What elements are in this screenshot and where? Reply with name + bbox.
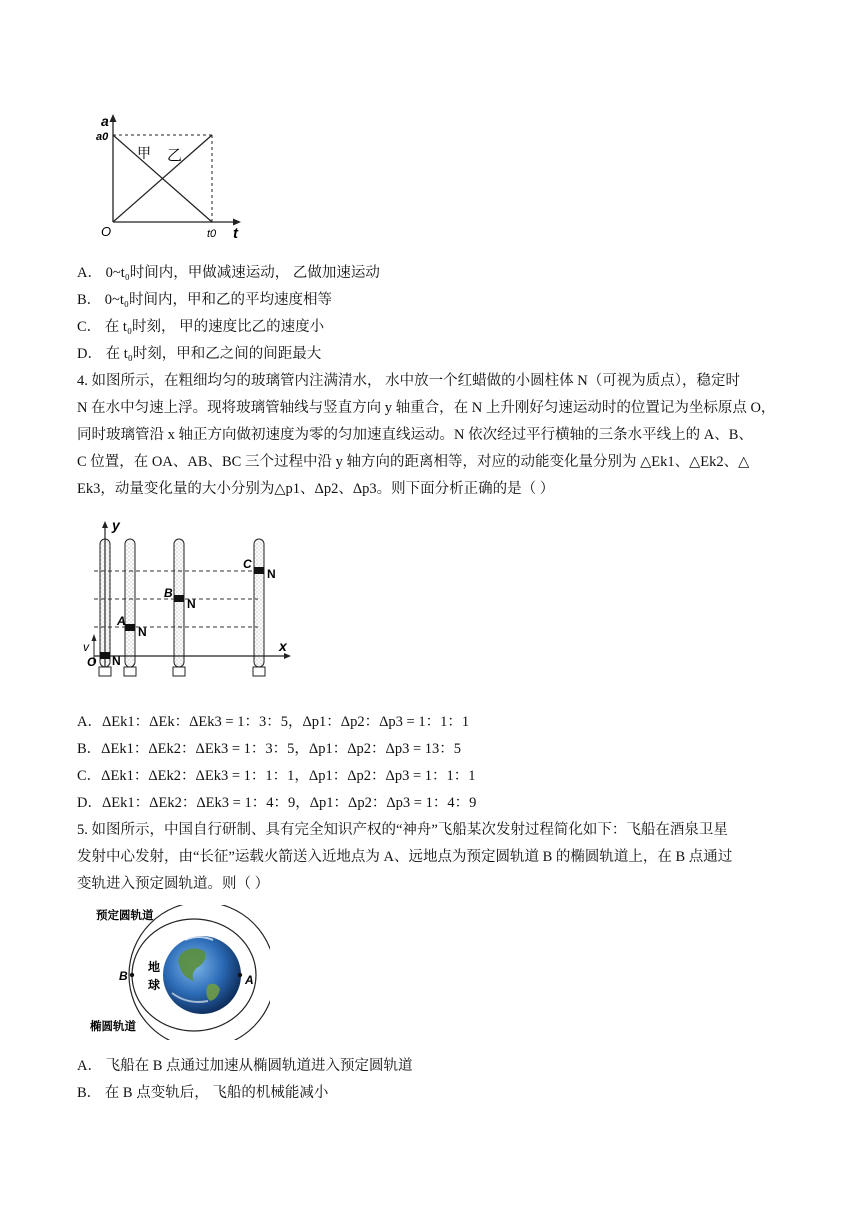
fig3-earth-label-1: 地 — [148, 960, 161, 974]
fig2-n-label-a: N — [138, 625, 147, 639]
q4-stem-line-5: Ek3，动量变化量的大小分别为△p1、Δp2、Δp3。则下面分析正确的是（ ） — [77, 481, 555, 497]
q3-option-c: C． 在 t₀时刻， 甲的速度比乙的速度小 — [77, 319, 325, 335]
fig1-t-label: t — [233, 225, 238, 242]
q5-stem-line-3: 变轨进入预定圆轨道。则（ ） — [77, 876, 270, 892]
q4-stem-line-3: 同时玻璃管沿 x 轴正方向做初速度为零的匀加速直线运动。N 依次经过平行横轴的三条水平线上的 A、B、 — [77, 427, 753, 443]
q4-option-d: D．ΔEk1：ΔEk2：ΔEk3 = 1：4：9，Δp1：Δp2：Δp3 = 1：4：9 — [77, 795, 477, 811]
fig3-earth-label-2: 球 — [148, 978, 161, 992]
q4-stem-line-1: 4. 如图所示，在粗细均匀的玻璃管内注满清水， 水中放一个红蜡做的小圆柱体 N（可视为质点），稳定时 — [77, 373, 740, 389]
fig3-ellipse-orbit-label: 椭圆轨道 — [90, 1021, 136, 1033]
fig3-orbits — [90, 905, 270, 1040]
fig1-jia-label: 甲 — [137, 145, 151, 161]
fig1-yi-label: 乙 — [167, 147, 183, 164]
q3-option-d: D． 在 t₀时刻，甲和乙之间的间距最大 — [77, 346, 322, 362]
fig1-a-label: a — [101, 113, 109, 129]
fig1-a0-label: a0 — [96, 131, 109, 143]
fig2-n-label-c: N — [267, 567, 276, 581]
fig1-origin-label: O — [101, 224, 112, 239]
fig1-at-graph — [95, 110, 255, 245]
fig2-n-label-o: N — [112, 654, 121, 668]
fig2-c-label: C — [243, 557, 252, 571]
fig1-t0-label: t0 — [207, 228, 217, 240]
q4-stem-line-4: C 位置，在 OA、AB、BC 三个过程中沿 y 轴方向的距离相等，对应的动能变化量分别为 △Ek1、△Ek2、△ — [77, 454, 750, 470]
fig3-a-label: A — [245, 973, 254, 987]
fig2-y-label: y — [112, 517, 120, 533]
q5-stem-line-1: 5. 如图所示，中国自行研制、具有完全知识产权的“神舟”飞船某次发射过程简化如下：飞船在酒泉卫星 — [77, 822, 728, 838]
fig3-circle-orbit-label: 预定圆轨道 — [96, 910, 154, 922]
q3-option-a: A． 0~t₀时间内，甲做减速运动， 乙做加速运动 — [77, 265, 380, 281]
q4-option-c: C．ΔEk1：ΔEk2：ΔEk3 = 1：1：1，Δp1：Δp2：Δp3 = 1：1：1 — [77, 768, 476, 784]
q5-option-a: A． 飞船在 B 点通过加速从椭圆轨道进入预定圆轨道 — [77, 1058, 413, 1074]
q4-option-b: B．ΔEk1：ΔEk2：ΔEk3 = 1：3：5，Δp1：Δp2：Δp3 = 13：5 — [77, 741, 462, 757]
q5-option-b: B． 在 B 点变轨后， 飞船的机械能减小 — [77, 1085, 329, 1101]
fig2-glass-tubes — [80, 515, 295, 680]
fig2-a-label: A — [117, 614, 126, 628]
q3-option-b: B． 0~t₀时间内，甲和乙的平均速度相等 — [77, 292, 332, 308]
q4-option-a: A．ΔEk1：ΔEk：ΔEk3 = 1：3：5，Δp1：Δp2：Δp3 = 1：1：1 — [77, 714, 470, 730]
fig3-b-label: B — [119, 969, 128, 983]
fig2-b-label: B — [164, 586, 173, 600]
fig2-x-label: x — [279, 638, 287, 654]
fig2-n-label-b: N — [187, 597, 196, 611]
fig2-o-label: O — [87, 655, 97, 669]
q5-stem-line-2: 发射中心发射，由“长征”运载火箭送入近地点为 A、远地点为预定圆轨道 B 的椭圆轨道上，在 B 点通过 — [77, 849, 733, 865]
q4-stem-line-2: N 在水中匀速上浮。现将玻璃管轴线与竖直方向 y 轴重合，在 N 上升刚好匀速运动时的位置记为坐标原点 O， — [77, 400, 776, 416]
fig2-v-label: v — [83, 640, 89, 654]
